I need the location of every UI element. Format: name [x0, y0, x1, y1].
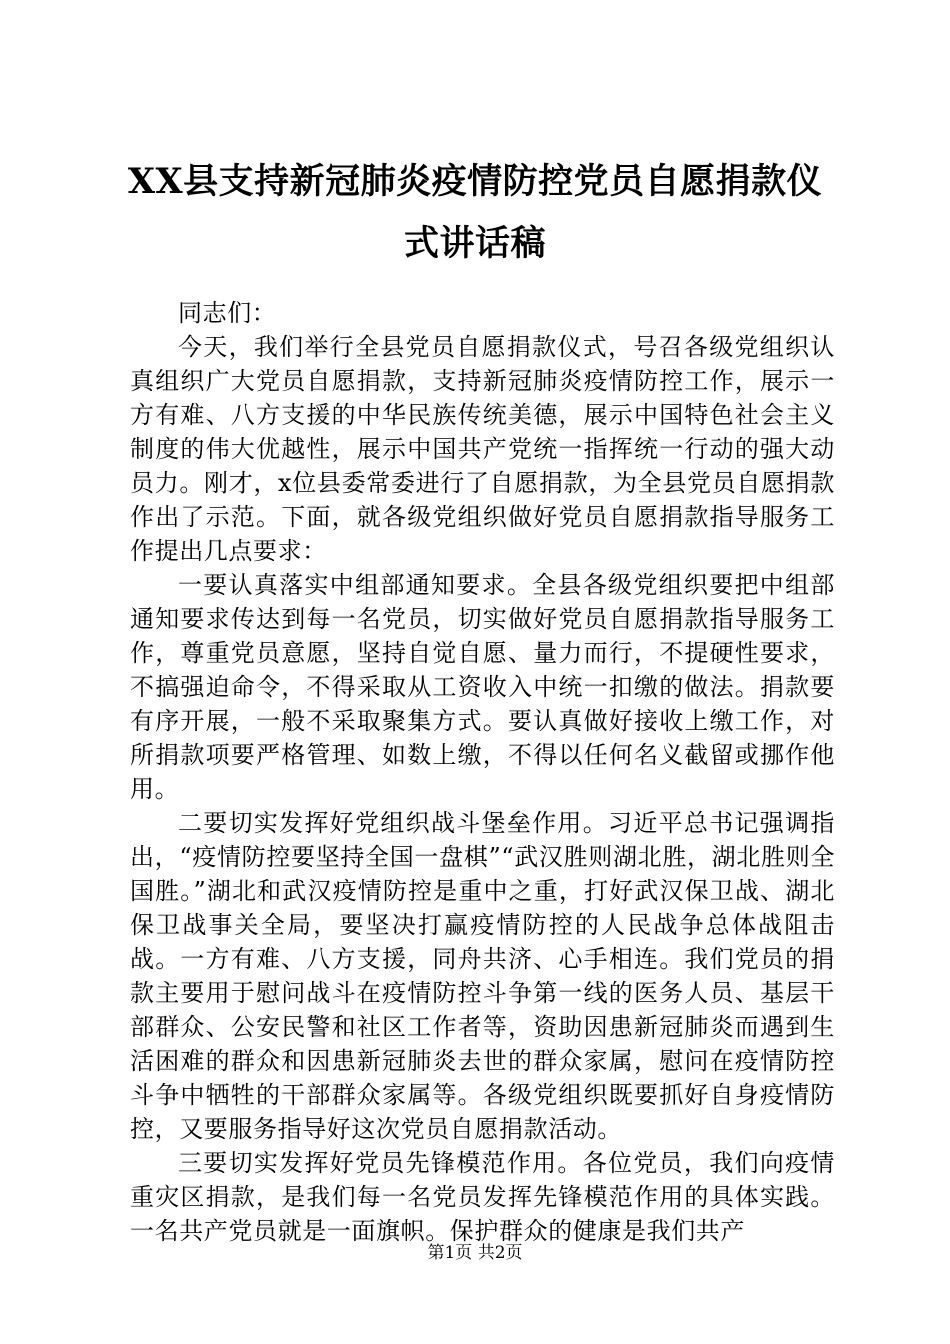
document-title-line-1: XX县支持新冠肺炎疫情防控党员自愿捐款仪 — [127, 161, 823, 202]
paragraph-point-2: 二要切实发挥好党组织战斗堡垒作用。习近平总书记强调指出，“疫情防控要坚持全国一盘棋”“武汉胜则湖北胜，湖北胜则全国胜。”湖北和武汉疫情防控是重中之重，打好武汉保卫战、湖北保卫战事关全局，要坚决打赢疫情防控的人民战争总体战阻击战。一方有难、八方支援，同舟共济、心手相连。我们党员的捐款主要用于慰问战斗在疫情防控斗争第一线的医务人员、基层干部群众、公安民警和社区工作者等，资助因患新冠肺炎而遇到生活困难的群众和因患新冠肺炎去世的群众家属，慰问在疫情防控斗争中牺牲的干部群众家属等。各级党组织既要抓好自身疫情防控，又要服务指导好这次党员自愿捐款活动。 — [130, 809, 835, 1143]
paragraph-point-3: 三要切实发挥好党员先锋模范作用。各位党员，我们向疫情重灾区捐款，是我们每一名党员发挥先锋模范作用的具体实践。一名共产党员就是一面旗帜。保护群众的健康是我们共产 — [130, 1149, 835, 1245]
document-body — [130, 296, 835, 1248]
page-footer: 第1页 共2页 — [427, 1243, 523, 1263]
document-title-line-2: 式讲话稿 — [403, 223, 546, 264]
paragraph-intro: 今天，我们举行全县党员自愿捐款仪式，号召各级党组织认真组织广大党员自愿捐款，支持新冠肺炎疫情防控工作，展示一方有难、八方支援的中华民族传统美德，展示中国特色社会主义制度的伟大优越性，展示中国共产党统一指挥统一行动的强大动员力。刚才，x位县委常委进行了自愿捐款，为全县党员自愿捐款作出了示范。下面，就各级党组织做好党员自愿捐款指导服务工作提出几点要求： — [130, 333, 835, 565]
paragraph-point-1: 一要认真落实中组部通知要求。全县各级党组织要把中组部通知要求传达到每一名党员，切实做好党员自愿捐款指导服务工作，尊重党员意愿，坚持自觉自愿、量力而行，不提硬性要求，不搞强迫命令，不得采取从工资收入中统一扣缴的做法。捐款要有序开展，一般不采取聚集方式。要认真做好接收上缴工作，对所捐款项要严格管理、如数上缴，不得以任何名义截留或挪作他用。 — [130, 571, 835, 803]
salutation: 同志们： — [178, 299, 277, 327]
